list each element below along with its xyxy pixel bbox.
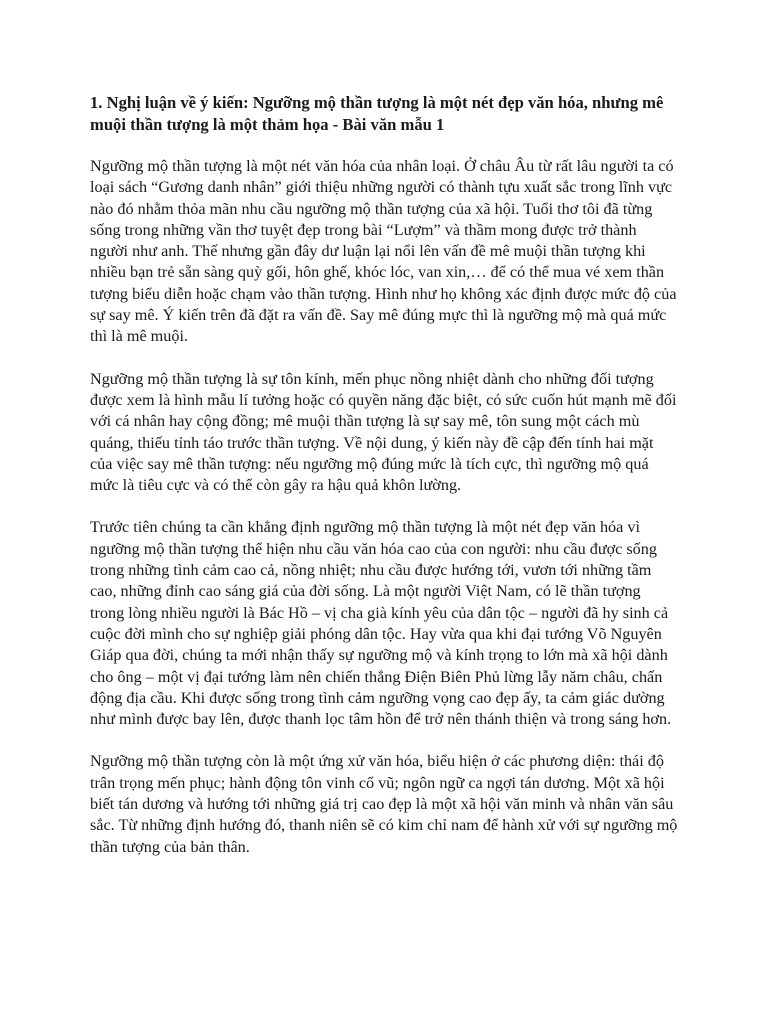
document-title: 1. Nghị luận về ý kiến: Ngưỡng mộ thần tượng là một nét đẹp văn hóa, nhưng mê muội thần tượng là một thảm họa - Bài văn mẫu 1 [90, 93, 664, 134]
paragraph-3: Trước tiên chúng ta cần khẳng định ngưỡng mộ thần tượng là một nét đẹp văn hóa vì ngưỡng mộ thần tượng thể hiện nhu cầu văn hóa cao của con người: nhu cầu được sống trong những tình cảm cao cả, nồng nhiệt; nhu cầu được hướng tới, vươn tới những tầm cao, những đỉnh cao sáng giá của đời sống. Là một người Việt Nam, có lẽ thần tượng trong lòng nhiều người là Bác Hồ – vị cha già kính yêu của dân tộc – người đã hy sinh cả cuộc đời mình cho sự nghiệp giải phóng dân tộc. Hay vừa qua khi đại tướng Võ Nguyên Giáp qua đời, chúng ta mới nhận thấy sự ngưỡng mộ và kính trọng to lớn mà xã hội dành cho ông – một vị đại tướng làm nên chiến thắng Điện Biên Phủ lừng lẫy năm châu, chấn động địa cầu. Khi được sống trong tình cảm ngưỡng vọng cao đẹp ấy, ta cảm giác dường như mình được bay lên, được thanh lọc tâm hồn để trở nên thánh thiện và trong sáng hơn. [90, 518, 672, 729]
paragraph-2: Ngưỡng mộ thần tượng là sự tôn kính, mến phục nồng nhiệt dành cho những đối tượng được xem là hình mẫu lí tưởng hoặc có quyền năng đặc biệt, có sức cuốn hút mạnh mẽ đối với cá nhân hay cộng đồng; mê muội thần tượng là sự say mê, tôn sung một cách mù quáng, thiếu tỉnh táo trước thần tượng. Về nội dung, ý kiến này đề cập đến tính hai mặt của việc say mê thần tượng: nếu ngưỡng mộ đúng mức là tích cực, thì ngưỡng mộ quá mức là tiêu cực và có thể còn gây ra hậu quả khôn lường. [90, 369, 677, 495]
paragraph-4: Ngưỡng mộ thần tượng còn là một ứng xử văn hóa, biểu hiện ở các phương diện: thái độ trân trọng mến phục; hành động tôn vinh cổ vũ; ngôn ngữ ca ngợi tán dương. Một xã hội biết tán dương và hướng tới những giá trị cao đẹp là một xã hội văn minh và nhân văn sâu sắc. Từ những định hướng đó, thanh niên sẽ có kim chỉ nam để hành xử với sự ngưỡng mộ thần tượng của bản thân. [90, 752, 678, 856]
paragraph-1: Ngưỡng mộ thần tượng là một nét văn hóa của nhân loại. Ở châu Âu từ rất lâu người ta có loại sách “Gương danh nhân” giới thiệu những người có thành tựu xuất sắc trong lĩnh vực nào đó nhằm thỏa mãn nhu cầu ngưỡng mộ thần tượng của xã hội. Tuổi thơ tôi đã từng sống trong những vần thơ tuyệt đẹp trong bài “Lượm” và thầm mong được trở thành người như anh. Thế nhưng gần đây dư luận lại nổi lên vấn đề mê muội thần tượng khi nhiều bạn trẻ sẵn sàng quỳ gối, hôn ghế, khóc lóc, van xin,… để có thể mua vé xem thần tượng biểu diễn hoặc chạm vào thần tượng. Hình như họ không xác định được mức độ của sự say mê. Ý kiến trên đã đặt ra vấn đề. Say mê đúng mực thì là ngưỡng mộ mà quá mức thì là mê muội. [90, 157, 677, 346]
